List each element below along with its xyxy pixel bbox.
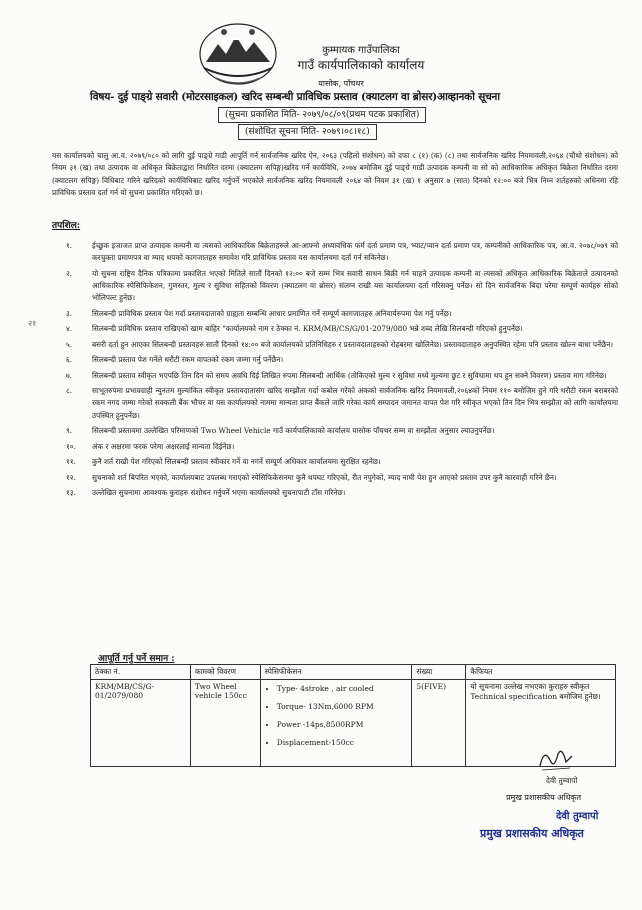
condition-number: १. (66, 241, 73, 250)
condition-text: सिलबन्दी प्राविधिक प्रस्ताव पेश गर्दा प्रस्तावदाताको ग्राह्यता सम्बन्धि आधार प्रमाणित गर्ने सम्पूर्ण कागजातहरु अनिवार्यरुपमा पेश गर्नु पर्नेछ। (92, 308, 452, 318)
condition-item (52, 339, 618, 351)
condition-text: सिलबन्दी प्राविधिक प्रस्ताव राखिएको खाम बाहिर "कार्यालयको नाम र ठेक्का नं. KRM/MB/CS/G/01-2079/080 भन्ने शब्द लेखि सिलबन्दी गरिएको हुनुपर्नेछ। (92, 324, 523, 334)
spec-item: • Torque- 13Nm,6000 RPM (277, 702, 412, 711)
stamp-role: प्रमुख प्रशासकीय अधिकृत (480, 827, 584, 840)
condition-text: यो सुचना राष्ट्रिय दैनिक पत्रिकामा प्रकाशित भएको मितिले सातौं दिनको १२:०० बजे सम्म भित्र सवारी साधन बिक्री गर्न चाहने उत्पादक कम्पनी वा त्यसको अधिकृत आधिकारिक बिक्रेताले उत्पादनको आधिकारिक स्पेसिफिकेशन, गुणस्तर, मुल्य र सुविधा सहितको विवरण (क्याटलग वा ब्रोसर) संलग्न राखी यस कार्यालयमा दर्ता गरिसक्नु पर्नेछ। सो दिन सार्वजनिक बिदा परेमा सम्पूर्ण कार्यहरु सोको भोलिपल्ट हुनेछ। (92, 268, 618, 303)
condition-text: उल्लेखित सुचनामा आवश्यक कुराहरु संशोधन गर्नुपर्ने भएमा कार्यालयको सुचनापाटी टाँस गरिनेछ। (92, 488, 346, 498)
notice-title: विषय- दुई पाङ्ग्रे सवारी (मोटरसाइकल) खरिद सम्बन्धी प्राविधिक प्रस्ताव (क्याटलग वा ब्रोसर)आव्हानको सूचना (90, 91, 500, 103)
signatory-role: प्रमुख प्रशासकीय अधिकृत (506, 793, 582, 802)
signature-image (536, 746, 576, 774)
condition-number: १३. (66, 488, 76, 498)
condition-item (52, 472, 618, 484)
municipality-name: कुम्मायक गाउँपालिका (322, 45, 400, 56)
condition-number: ९. (66, 426, 73, 436)
condition-item (52, 441, 618, 453)
column-header: ठेक्का नं. (91, 665, 191, 680)
column-header: कामको विवरण (190, 665, 260, 680)
condition-text: सिलबन्दी प्रस्तावमा उल्लेखित परिमाणको Two Wheel Vehicle गाउँ कार्यपालिकाको कार्यालय यासोक पाँचथर सम्म वा सम्झौता अनुसार ल्याउनुपर्नेछ। (92, 426, 495, 436)
intro-paragraph: यस कार्यालयको चालु आ.व. २०७९/०८० को लागि दुई पाङ्ग्रे गाडी आपूर्ति गर्न सार्वजनिक खरिद ऐन, २०६३ (पहिलो संशोधन) को दफा ८ (१) (क) (८) तथा सार्वजनिक खरिद नियमावली,२०६४ (चौथो संशोधन) को नियम ३१ (ख) तथा उत्पादक वा अधिकृत बिक्रेताद्वारा निर्धारित दरमा (क्याटलग सपिङ्ग)खरिद गर्ने कार्यविधि, २०७४ बमोजिम दुई पाङ्ग्रे गाडी उत्पादक कम्पनी वा सो को आधिकारिक अधिकृत बिक्रेता निर्धारित दरमा (क्याटलग सपिङ्ग) विधिबाट गरिने खरिदको कार्यविधिबाट खरिद गर्नुपर्ने भएकोले सार्वजनिक खरिद नियमावली २०६४ को नियम ३१ (ख) १ अनुसार ७ (सात) दिनको १२:०० बजे भित्र निम्न शर्तहरुको अधिनमा रहि प्राविधिक प्रस्ताव दर्ता गर्न यो सुचना प्रकाशित गरिएको छ। (52, 151, 618, 198)
column-header: संख्या (412, 665, 466, 680)
conditions-heading: तपशिल: (52, 221, 81, 231)
condition-item (52, 323, 618, 335)
condition-item (52, 456, 618, 468)
condition-number: २. (66, 268, 73, 278)
condition-item (52, 354, 618, 366)
condition-number: ४. (66, 324, 73, 334)
condition-text: ईच्छुक इजाजत प्राप्त उत्पादक कम्पनी वा त्यसको आधिकारिक बिक्रेताहरुले आ-आफ्नो अध्यावधिक फर्म दर्ता प्रमाण पत्र, भ्याट/प्यान दर्ता प्रमाण पत्र, कम्पनीको आधिकारिक पत्र, आ.व. २०७८/०७९ को करचुक्ता प्रमाणपत्र वा म्याद थपको कागजातहरु समावेश गरि प्राविधिक प्रस्ताव यस कार्यालयमा दर्ता गर्न सकिनेछ। (92, 241, 618, 263)
condition-text: साभूतरुपमा प्रभावग्राही न्युनतम मुल्यांकित स्वीकृत प्रस्तावदातासंग खरिद सम्झौता गर्दा कबोल गरेको अंकको सार्वजनिक खरिद नियमावली,२०६४को नियम ११० बमोजिम हुने गरि धरौटी रकम बराबरको रकम नगद जम्मा गरेको सक्कली बैंक भौचर वा यस कार्यालयको नाममा मान्यता प्राप्त बैंकले जारि गरेका कार्य सम्पादन जमानत वापत पेश गरि स्वीकृत भएको तिन दिन भित्र सम्झौता को लागि कार्यालयमा उपस्थित हुनुपर्नेछ। (92, 386, 619, 420)
column-header: कैफियत (466, 665, 616, 680)
condition-number: १२. (66, 472, 76, 482)
condition-number: ११. (66, 457, 76, 467)
signatory-name: देवी तुम्वापो (546, 776, 578, 785)
condition-number: ५. (66, 339, 73, 349)
condition-number: ७. (66, 370, 73, 380)
spec-item: • Displacement-150cc (277, 738, 412, 747)
stamp-name: देवी तुम्वापो (556, 811, 599, 822)
table-header-row (91, 665, 616, 680)
condition-item (52, 308, 618, 320)
supply-heading: आपूर्ति गर्नु पर्ने समान : (98, 654, 175, 664)
condition-item (52, 487, 618, 499)
office-name: गाउँ कार्यपालिकाको कार्यालय (297, 58, 425, 72)
spec-item: • Type- 4stroke , air cooled (277, 684, 412, 693)
condition-item (52, 268, 618, 305)
condition-number: ८. (66, 386, 73, 396)
condition-item (52, 425, 618, 437)
office-address: यासोक, पाँचथर (318, 79, 364, 88)
condition-item (52, 370, 618, 382)
condition-text: कुनै शर्त राखी पेश गरिएको सिलबन्दी प्रस्ताव स्वीकार गर्ने वा नगर्ने सम्पूर्ण अधिकार कार्यालयमा सुरक्षित रहनेछ। (92, 457, 381, 467)
condition-text: अंक र अक्षरमा फरक परेमा अक्षरलाई मान्यता दिईनेछ। (92, 441, 235, 451)
condition-text: सिलबन्दी प्रस्ताव स्वीकृत भएपछि तिन दिन को समय अवधि दिई लिखित रुपमा सिलबन्दी आर्थिक (तोकिएको मुल्य र सुविधा मध्ये मुल्यमा छुट र सुविधामा थप हुन सक्ने विवरण) प्रस्ताव माग गरिनेछ। (92, 370, 607, 380)
condition-text: सुचनाको शर्त बिपरित भएको, कार्यालयबाट उपलब्ध गराएको स्पेसिफिकेसनमा कुनै थपघट गरिएको, रीत नपुगेको, म्याद नाघी पेश हुन आएको प्रस्ताव उपर कुनै कारवाही गरिने छैन। (92, 472, 557, 482)
spec-item: • Power -14ps,8500RPM (277, 720, 412, 729)
condition-item (52, 385, 618, 422)
condition-number: ६. (66, 355, 73, 365)
condition-item (52, 240, 618, 264)
condition-number: ३. (66, 308, 73, 318)
revised-date: (संशोधित सूचना मिति- २०७९।०८।१८) (238, 124, 377, 140)
condition-text: बसरी दर्ता हुन आएका सिलबन्दी प्रस्तावहरु सातौं दिनको १४:०० बजे कार्यालयको प्रतिनिधिहरु र प्रस्तावदाताहरुको रोहबरमा खोलिनेछ। प्रस्तावदाताहरु अनुपस्थित रहेमा पनि प्रस्ताव खोल्न बाधा पर्नेछैन। (92, 339, 614, 349)
condition-text: सिलबन्दी प्रस्ताव पेश गर्नेले धरौटी रकम वापतको रकम जम्मा गर्नु पर्नेछैन। (92, 355, 284, 365)
conditions-list (52, 240, 618, 503)
condition-number: १०. (66, 441, 76, 451)
publication-date: (सुचना प्रकाशित मिति- २०७९/०८/०९(प्रथम पटक प्रकाशित) (218, 107, 426, 123)
quantity-cell: 5(FIVE) (412, 680, 466, 767)
column-header: स्पेसिफीकेसन (260, 665, 412, 680)
remarks-cell: यो सूचनामा उल्लेख नभएका कुराहरु स्वीकृत Technical specification बमोजिम हुनेछ। (466, 680, 616, 767)
work-description-cell: Two Wheel vehicle 150cc (190, 680, 260, 767)
specification-cell (260, 680, 412, 767)
contract-number-cell: KRM/MB/CS/G-01/2079/080 (91, 680, 191, 767)
margin-handwritten-note: २१ (28, 319, 37, 328)
